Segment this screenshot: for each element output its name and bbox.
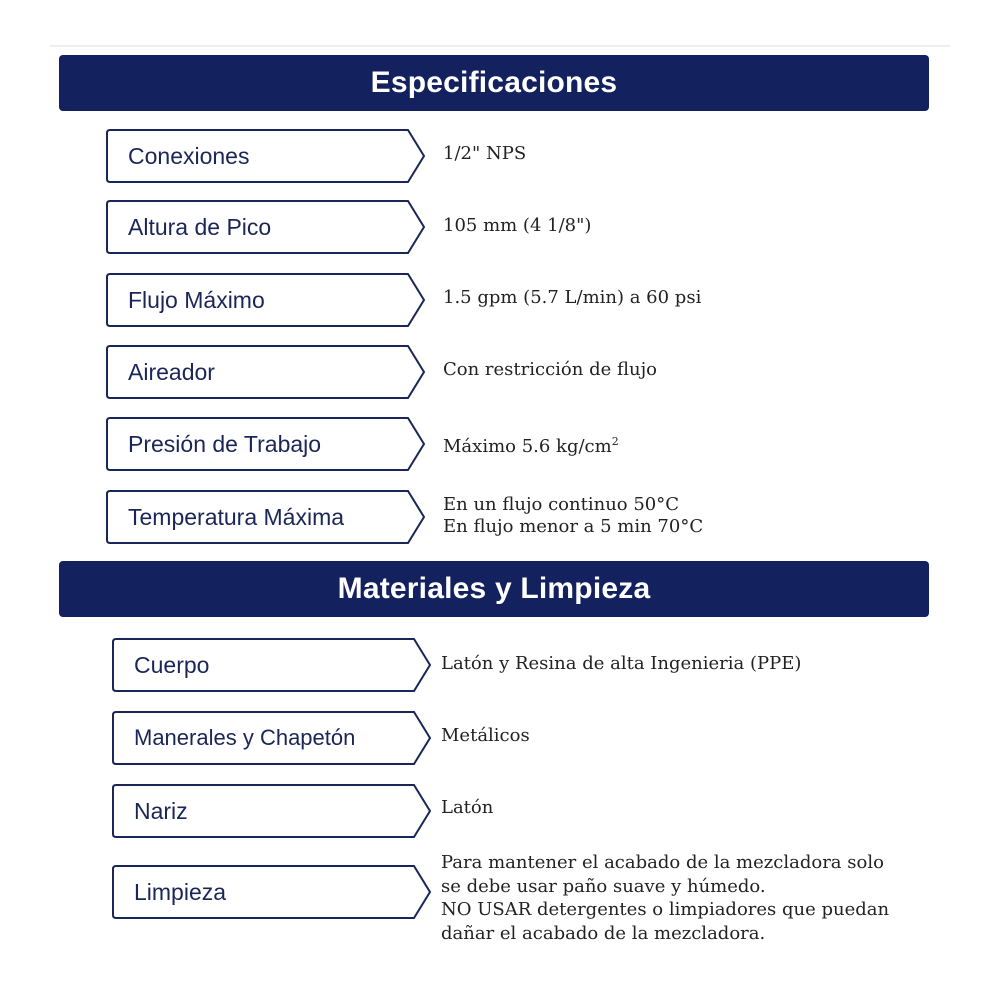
material-value-line: se debe usar paño suave y húmedo. [441,875,766,897]
material-value: Latón y Resina de alta Ingenieria (PPE) [441,653,802,674]
material-value: Latón [441,797,494,818]
material-value [441,851,889,945]
spec-value: 105 mm (4 1/8") [443,215,592,236]
specs-header: Especificaciones [59,55,929,111]
materials-header: Materiales y Limpieza [59,561,929,617]
superscript: 2 [611,435,619,448]
material-label: Manerales y Chapetón [134,725,356,750]
spec-value-line: En un flujo continuo 50°C [443,494,680,515]
material-label: Nariz [134,797,188,824]
spec-label: Conexiones [128,142,250,169]
material-label: Limpieza [134,878,227,905]
top-divider [50,45,950,47]
spec-value: 1/2" NPS [443,143,527,164]
spec-label: Temperatura Máxima [128,503,345,530]
spec-value: 1.5 gpm (5.7 L/min) a 60 psi [443,287,702,308]
spec-value: Con restricción de flujo [443,359,657,380]
material-value: Metálicos [441,725,530,746]
material-label: Cuerpo [134,651,210,678]
spec-value-text: Máximo 5.6 kg/cm [443,436,612,457]
spec-label: Altura de Pico [128,213,272,240]
material-value-line: Para mantener el acabado de la mezcladora solo [441,852,884,873]
spec-value [443,494,703,538]
spec-label: Presión de Trabajo [128,430,322,457]
material-value-line: NO USAR detergentes o limpiadores que puedan [441,899,890,920]
material-value-line: dañar el acabado de la mezcladora. [441,922,766,944]
spec-label: Aireador [128,358,215,385]
spec-value-line: En flujo menor a 5 min 70°C [443,516,704,537]
spec-value [443,431,619,458]
spec-label: Flujo Máximo [128,286,265,313]
